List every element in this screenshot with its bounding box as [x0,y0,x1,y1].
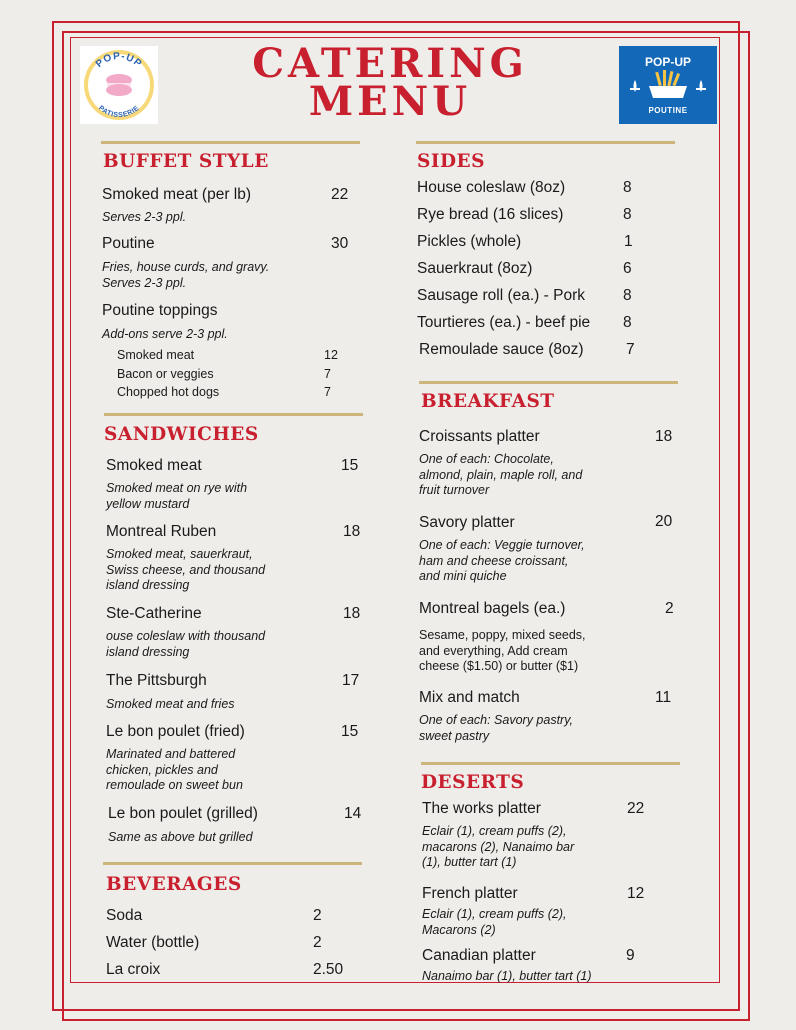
menu-item-name: Savory platter [419,514,515,531]
section-divider [419,381,678,384]
menu-item-description: Add-ons serve 2-3 ppl. [102,327,228,341]
menu-item-description: Smoked meat and fries [106,697,235,711]
menu-item-description: Eclair (1), cream puffs (2), Macarons (2) [422,907,567,937]
menu-item-name: Montreal Ruben [106,523,217,540]
section-divider [101,141,360,144]
menu-item-price: 2 [313,907,322,924]
topping-price: 7 [324,385,331,399]
menu-item-price: 2 [313,934,322,951]
menu-item-name: Sauerkraut (8oz) [417,260,533,277]
menu-item-description: Fries, house curds, and gravy. Serves 2-3 ppl. [102,260,270,290]
menu-item-price: 2.50 [313,961,344,978]
menu-item-description: Sesame, poppy, mixed seeds, and everything, Add cream cheese ($1.50) or butter ($1) [419,628,586,673]
section-divider [421,762,680,765]
menu-item-name: The Pittsburgh [106,672,207,689]
menu-item-description: One of each: Veggie turnover, ham and cheese croissant, and mini quiche [419,538,585,583]
poutine-logo-top-text: POP-UP [644,55,692,69]
menu-item-price: 15 [341,723,359,740]
poutine-logo [619,46,717,124]
menu-item-name: Smoked meat [106,457,202,474]
patisserie-logo-image [80,46,158,124]
menu-item-price: 30 [331,235,349,252]
menu-item-price: 8 [623,206,632,223]
section-heading-beverages: BEVERAGES [106,874,242,895]
patisserie-logo-bottom-text: PATISSERIE [97,104,141,120]
menu-item-price: 22 [627,800,645,817]
menu-item-name: Soda [106,907,143,924]
menu-item-price: 17 [342,672,360,689]
macaron-icon [106,74,132,96]
menu-item-price: 20 [655,513,673,530]
menu-item-name: Montreal bagels (ea.) [419,600,566,617]
menu-item-name: Water (bottle) [106,934,200,951]
menu-item-description: Eclair (1), cream puffs (2), macarons (2), Nanaimo bar (1), butter tart (1) [422,824,575,869]
patisserie-logo [80,46,158,124]
page-title-line2: MENU [308,78,472,125]
menu-item-description: Smoked meat on rye with yellow mustard [106,481,248,511]
section-heading-buffet: BUFFET STYLE [103,151,269,172]
menu-item-description: ouse coleslaw with thousand island dressing [106,629,266,659]
menu-item-description: Same as above but grilled [108,830,253,844]
menu-item-name: Mix and match [419,689,520,706]
menu-item-name: Rye bread (16 slices) [417,206,564,223]
section-divider [103,862,362,865]
menu-item-name: Canadian platter [422,947,536,964]
menu-item-name: Croissants platter [419,428,540,445]
menu-item-price: 8 [623,287,632,304]
menu-item-price: 8 [623,314,632,331]
menu-item-name: House coleslaw (8oz) [417,179,566,196]
menu-item-name: Le bon poulet (grilled) [108,805,258,822]
menu-item-name: Poutine toppings [102,302,218,319]
menu-item-description: Smoked meat, sauerkraut, Swiss cheese, and thousand island dressing [106,547,266,592]
menu-item-name: Poutine [102,235,155,252]
menu-item-price: 1 [624,233,633,250]
topping-name: Smoked meat [117,348,195,362]
topping-name: Bacon or veggies [117,367,214,381]
menu-item-name: Ste-Catherine [106,605,202,622]
section-heading-deserts: DESERTS [421,772,525,793]
menu-item-name: La croix [106,961,161,978]
patisserie-logo-top-text: POP-UP [93,50,145,71]
topping-price: 7 [324,367,331,381]
section-divider [416,141,675,144]
section-heading-breakfast: BREAKFAST [421,391,555,412]
menu-item-price: 18 [343,523,361,540]
menu-item-price: 6 [623,260,632,277]
menu-item-description: Nanaimo bar (1), butter tart (1) [422,969,592,983]
menu-item-name: Tourtieres (ea.) - beef pie [417,314,591,331]
menu-item-price: 18 [655,428,673,445]
menu-item-price: 12 [627,885,645,902]
menu-item-name: Smoked meat (per lb) [102,186,252,203]
menu-item-price: 9 [626,947,635,964]
menu-item-price: 18 [343,605,361,622]
fries-icon [649,70,687,98]
menu-item-price: 22 [331,186,349,203]
menu-item-price: 11 [655,689,672,706]
menu-item-price: 14 [344,805,362,822]
menu-item-price: 8 [623,179,632,196]
section-divider [104,413,363,416]
topping-price: 12 [324,348,338,362]
menu-item-price: 15 [341,457,359,474]
menu-item-name: Le bon poulet (fried) [106,723,245,740]
menu-item-description: Serves 2-3 ppl. [102,210,187,224]
menu-item-name: Sausage roll (ea.) - Pork [417,287,585,304]
section-heading-sandwiches: SANDWICHES [104,424,259,445]
topping-name: Chopped hot dogs [117,385,220,399]
poutine-logo-image [619,46,717,124]
poutine-logo-bottom-text: POUTINE [648,106,688,115]
menu-item-price: 7 [626,341,635,358]
menu-item-description: Marinated and battered chicken, pickles and remoulade on sweet bun [106,747,243,792]
section-heading-sides: SIDES [417,151,486,172]
page-title-line1: CATERING [252,40,528,87]
menu-item-description: One of each: Chocolate, almond, plain, maple roll, and fruit turnover [419,452,583,497]
menu-item-price: 2 [665,600,674,617]
menu-item-name: Remoulade sauce (8oz) [419,341,584,358]
menu-item-description: One of each: Savory pastry, sweet pastry [419,713,574,743]
menu-item-name: Pickles (whole) [417,233,522,250]
menu-item-name: The works platter [422,800,541,817]
menu-item-name: French platter [422,885,518,902]
